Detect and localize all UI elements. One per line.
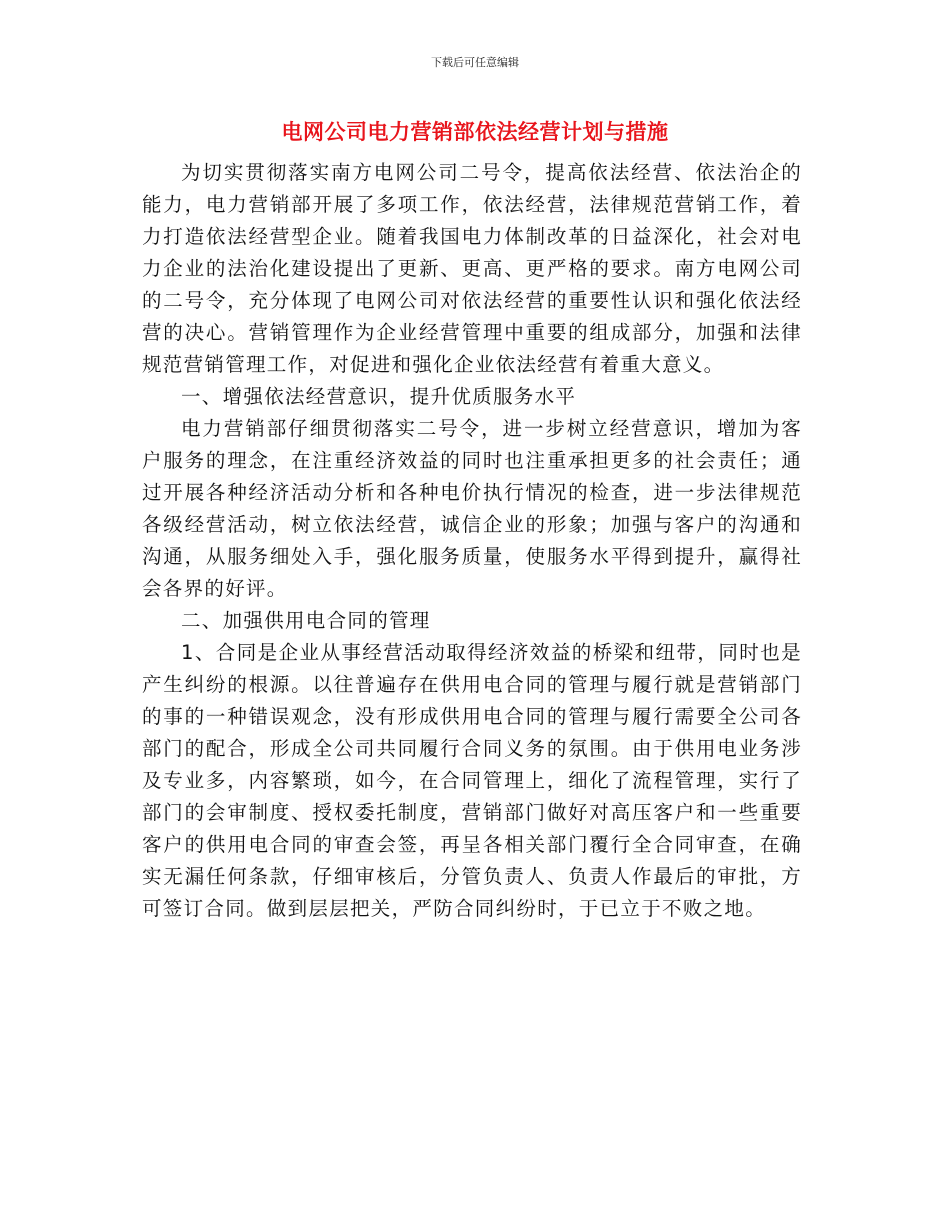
document-title: 电网公司电力营销部依法经营计划与措施 — [281, 120, 669, 144]
paragraph-section-2-item-1: 1、合同是企业从事经营活动取得经济效益的桥梁和纽带，同时也是产生纠纷的根源。以往普遍存在供用电合同的管理与履行就是营销部门的事的一种错误观念，没有形成供用电合同的管理与履行需要全公司各部门的配合，形成全公司共同履行合同义务的氛围。由于供用电业务涉及专业多，内容繁琐，如今，在合同管理上，细化了流程管理，实行了部门的会审制度、授权委托制度，营销部门做好对高压客户和一些重要客户的供用电合同的审查会签，再呈各相关部门覆行全合同审查，在确实无漏任何条款，仔细审核后，分管负责人、负责人作最后的审批，方可签订合同。做到层层把关，严防合同纠纷时，于已立于不败之地。 — [142, 641, 802, 920]
section-heading-2: 二、加强供用电合同的管理 — [181, 609, 431, 632]
section-heading-1: 一、增强依法经营意识，提升优质服务水平 — [181, 385, 577, 408]
document-body — [142, 157, 802, 925]
paragraph-intro: 为切实贯彻落实南方电网公司二号令，提高依法经营、依法治企的能力，电力营销部开展了多项工作，依法经营，法律规范营销工作，着力打造依法经营型企业。随着我国电力体制改革的日益深化，社会对电力企业的法治化建设提出了更新、更高、更严格的要求。南方电网公司的二号令，充分体现了电网公司对依法经营的重要性认识和强化依法经营的决心。营销管理作为企业经营管理中重要的组成部分，加强和法律规范营销管理工作，对促进和强化企业依法经营有着重大意义。 — [142, 161, 802, 376]
paragraph-section-1: 电力营销部仔细贯彻落实二号令，进一步树立经营意识，增加为客户服务的理念，在注重经济效益的同时也注重承担更多的社会责任；通过开展各种经济活动分析和各种电价执行情况的检查，进一步法律规范各级经营活动，树立依法经营，诚信企业的形象；加强与客户的沟通和沟通，从服务细处入手，强化服务质量，使服务水平得到提升，赢得社会各界的好评。 — [142, 417, 802, 600]
header-note: 下载后可任意编辑 — [431, 56, 519, 69]
